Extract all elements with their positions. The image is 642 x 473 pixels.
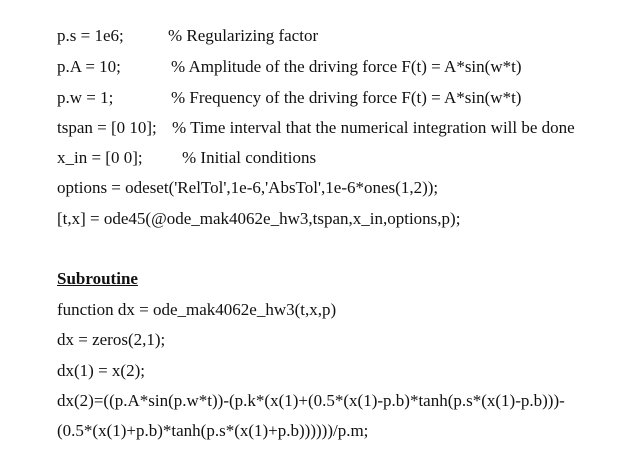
code-line-4: tspan = [0 10]; [57,118,157,137]
comment-line-3: % Frequency of the driving force F(t) = A*sin(w*t) [171,88,522,107]
comment-line-1: % Regularizing factor [168,26,319,45]
comment-line-4: % Time interval that the numerical integration will be done [172,118,575,137]
subroutine-line-3: dx(1) = x(2); [57,361,145,380]
subroutine-line-4: dx(2)=((p.A*sin(p.w*t))-(p.k*(x(1)+(0.5*(x(1)-p.b)*tanh(p.s*(x(1)-p.b)))- [57,391,565,410]
subroutine-heading: Subroutine [57,269,138,288]
code-line-1: p.s = 1e6; [57,26,124,45]
comment-line-5: % Initial conditions [182,148,317,167]
subroutine-line-2: dx = zeros(2,1); [57,330,166,349]
subroutine-line-5: (0.5*(x(1)+p.b)*tanh(p.s*(x(1)+p.b))))))/p.m; [57,421,369,440]
code-line-7: [t,x] = ode45(@ode_mak4062e_hw3,tspan,x_in,options,p); [57,209,461,228]
code-line-6: options = odeset('RelTol',1e-6,'AbsTol',1e-6*ones(1,2)); [57,178,439,197]
code-line-2: p.A = 10; [57,57,121,76]
code-line-3: p.w = 1; [57,88,114,107]
subroutine-line-1: function dx = ode_mak4062e_hw3(t,x,p) [57,300,337,319]
code-line-5: x_in = [0 0]; [57,148,143,167]
comment-line-2: % Amplitude of the driving force F(t) = A*sin(w*t) [171,57,522,76]
